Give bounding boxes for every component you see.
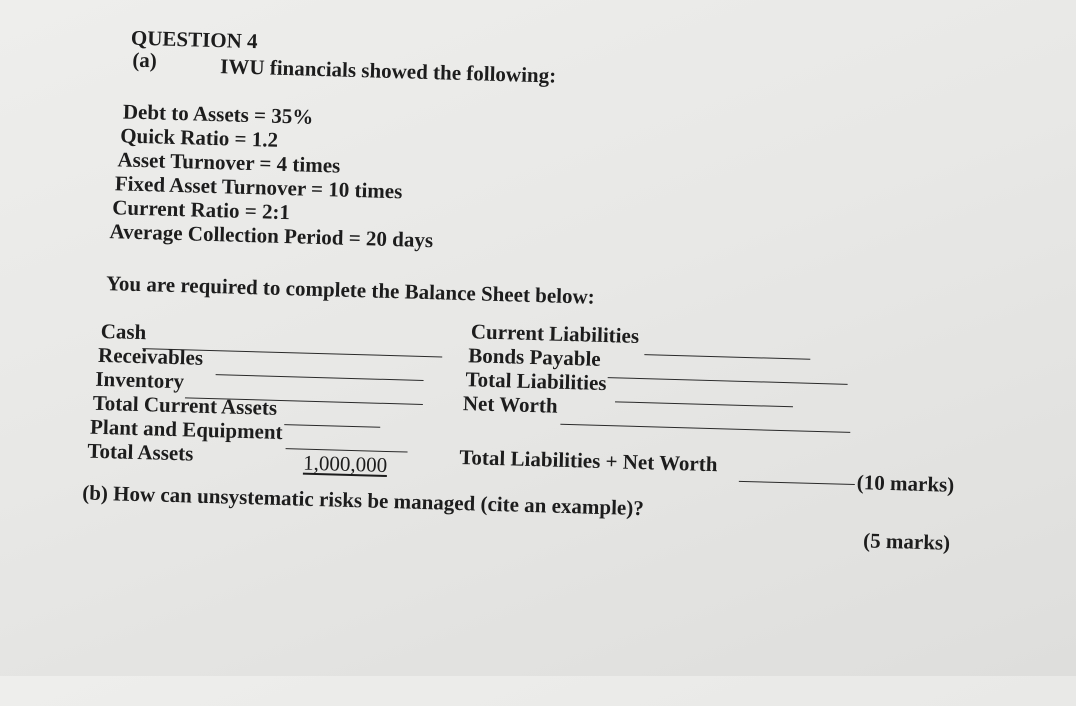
total-assets-value: 1,000,000 xyxy=(302,450,388,477)
ratio-current: Current Ratio = 2:1 xyxy=(111,195,291,225)
ratio-average-collection: Average Collection Period = 20 days xyxy=(109,219,434,253)
total-liabilities-net-worth-label: Total Liabilities + Net Worth xyxy=(459,445,718,477)
liability-bonds-blank xyxy=(608,377,848,385)
liability-total-label: Total Liabilities xyxy=(465,367,607,396)
ratio-fixed-asset-turnover: Fixed Asset Turnover = 10 times xyxy=(114,171,403,204)
asset-inventory-label: Inventory xyxy=(95,366,185,394)
total-liabilities-net-worth-blank xyxy=(739,481,855,485)
asset-total-label: Total Assets xyxy=(87,438,194,466)
asset-total-current-blank xyxy=(284,424,380,428)
question-heading: QUESTION 4 xyxy=(130,25,258,54)
asset-receivables-blank xyxy=(216,374,424,381)
asset-cash-label: Cash xyxy=(100,318,147,345)
part-a-intro: IWU financials showed the following: xyxy=(219,54,557,88)
asset-plant-equipment-label: Plant and Equipment xyxy=(89,414,283,445)
part-b-question: (b) How can unsystematic risks be managed (cite an example)? xyxy=(81,480,645,521)
part-a-label: (a) xyxy=(132,47,158,73)
net-worth-label: Net Worth xyxy=(462,391,558,418)
instruction: You are required to complete the Balance Sheet below: xyxy=(105,271,596,309)
part-b-marks: (5 marks) xyxy=(862,528,951,555)
ratio-quick: Quick Ratio = 1.2 xyxy=(119,123,279,152)
asset-total-current-label: Total Current Assets xyxy=(92,390,278,420)
ratio-asset-turnover: Asset Turnover = 4 times xyxy=(117,147,341,178)
part-a-marks: (10 marks) xyxy=(856,470,955,497)
asset-receivables-label: Receivables xyxy=(97,342,204,370)
net-worth-blank xyxy=(560,424,850,433)
liability-bonds-label: Bonds Payable xyxy=(467,343,602,371)
ratio-debt-to-assets: Debt to Assets = 35% xyxy=(122,99,314,129)
liability-current-label: Current Liabilities xyxy=(470,319,640,348)
liability-total-blank xyxy=(615,401,793,407)
liability-current-blank xyxy=(644,354,810,360)
